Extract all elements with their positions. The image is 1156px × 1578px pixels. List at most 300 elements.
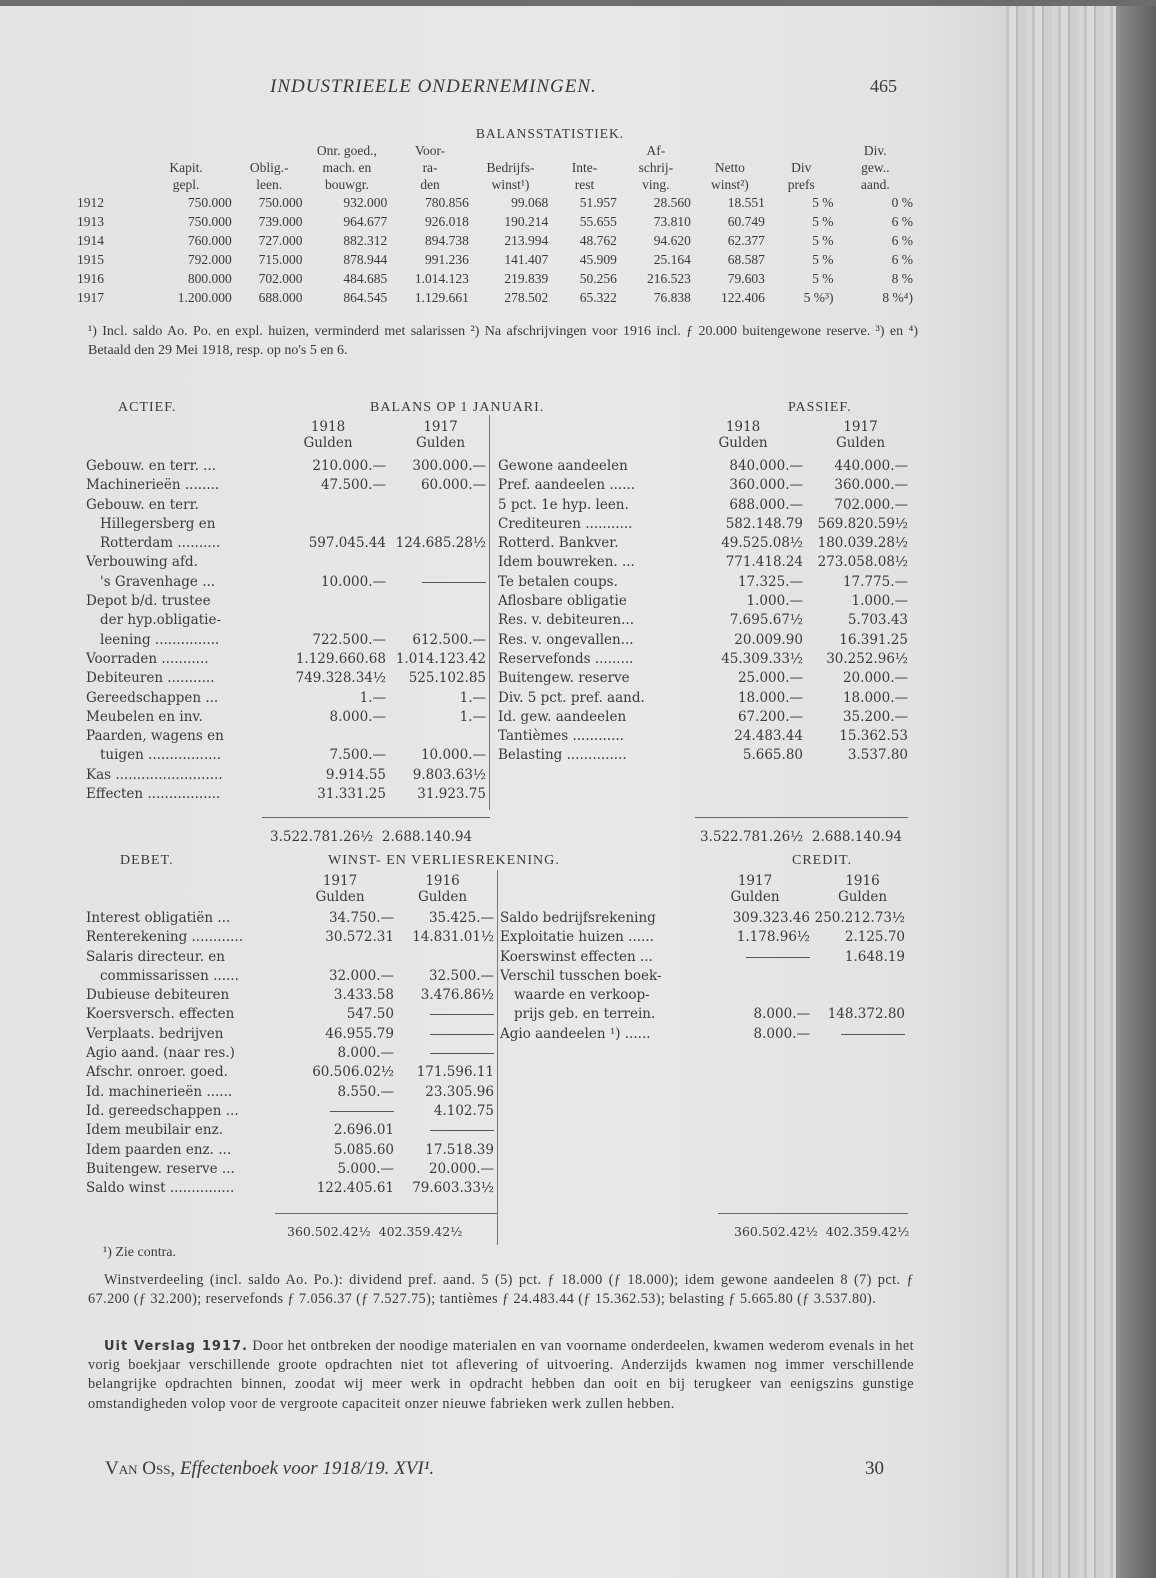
stat-cell: 6 % <box>891 214 913 229</box>
stat-cell: Netto <box>714 160 745 175</box>
ledger-label: Renterekening ............ <box>86 929 244 946</box>
ledger-label: Afschr. onroer. goed. <box>86 1064 228 1081</box>
stat-year-cell: 1916 <box>77 271 104 286</box>
stat-cell: ving. <box>642 177 670 192</box>
stat-cell: 894.738 <box>424 233 469 248</box>
ledger-value-current: 18.000.— <box>737 689 803 706</box>
stat-cell: Bedrijfs- <box>486 160 535 175</box>
ledger-row <box>86 497 486 516</box>
stat-cell: 750.000 <box>187 195 232 210</box>
ledger-row <box>86 987 494 1006</box>
stat-cell: schrij- <box>638 160 674 175</box>
credit-list <box>500 910 905 1045</box>
stat-cell: 1.129.661 <box>414 290 469 305</box>
verslag-paragraph <box>88 1337 914 1414</box>
stat-cell: 882.312 <box>343 233 388 248</box>
stat-cell: Div. <box>863 143 887 158</box>
stat-cell: 76.838 <box>653 290 691 305</box>
stat-cell: 991.236 <box>424 252 469 267</box>
stat-year-cell: 1917 <box>77 290 104 305</box>
balans-divider <box>489 415 490 810</box>
stat-cell: Oblig.- <box>249 160 289 175</box>
actief-totals: 3.522.781.26½ 2.688.140.94 <box>270 829 473 845</box>
balans-title: BALANS OP 1 JANUARI. <box>370 400 545 415</box>
ledger-label: Pref. aandeelen ...... <box>498 477 636 494</box>
ledger-value-current: 45.309.33½ <box>721 650 803 667</box>
ledger-label: Reservefonds ......... <box>498 650 634 667</box>
passief-totals: 3.522.781.26½ 2.688.140.94 <box>700 829 903 845</box>
stat-cell: 484.685 <box>343 271 388 286</box>
ledger-label: Div. 5 pct. pref. aand. <box>498 689 645 706</box>
stat-cell: Div <box>791 160 812 175</box>
stat-cell: mach. en <box>322 160 372 175</box>
stat-header-row <box>75 142 915 159</box>
ledger-value-current: 9.914.55 <box>325 766 386 783</box>
debet-list <box>86 910 494 1199</box>
unit-gulden: Gulden <box>417 889 468 905</box>
ledger-value-previous: 20.000.— <box>428 1160 494 1177</box>
statistiek-footnote: ¹) Incl. saldo Ao. Po. en expl. huizen, verminderd met salarissen ²) Na afschrijvingen voor 1916 incl. ƒ 20.000 buitengewone reserve. ³) en ⁴) Betaald den 29 Mei 1918, resp. op no's 5 en 6. <box>88 324 918 358</box>
ledger-row <box>498 458 908 477</box>
stat-cell: 964.677 <box>343 214 388 229</box>
ledger-label: Rotterdam .......... <box>100 535 221 552</box>
year-1916: 1916 <box>845 873 880 889</box>
ledger-label: 5 pct. 1e hyp. leen. <box>498 496 629 513</box>
unit-gulden: Gulden <box>718 435 768 451</box>
stat-cell: 702.000 <box>258 271 303 286</box>
ledger-value-previous: 525.102.85 <box>408 670 486 687</box>
ledger-label: Id. machinerieën ...... <box>86 1083 233 1100</box>
ledger-row <box>86 747 486 766</box>
stat-header-row <box>75 159 915 176</box>
stat-cell: aand. <box>860 177 890 192</box>
stat-cell: leen. <box>256 177 283 192</box>
credit-col-header <box>715 873 905 905</box>
stat-cell: 715.000 <box>258 252 303 267</box>
credit-totals: 360.502.42½ 402.359.42½ <box>734 1224 910 1239</box>
nil-dash <box>841 1034 905 1035</box>
ledger-label: Paarden, wagens en <box>86 728 224 745</box>
ledger-row <box>86 1064 494 1083</box>
verslag-lead: Uit Verslag 1917. <box>104 1339 248 1354</box>
ledger-value-previous: 17.518.39 <box>425 1141 494 1158</box>
ledger-value-previous: 702.000.— <box>834 496 908 513</box>
ledger-label: 's Gravenhage ... <box>100 573 216 590</box>
ledger-value-previous: 17.775.— <box>842 573 908 590</box>
ledger-value-current <box>715 949 810 965</box>
ledger-label: Verschil tusschen boek- <box>500 967 662 984</box>
ledger-value-current: 7.500.— <box>329 747 386 764</box>
actief-list <box>86 458 486 805</box>
stat-cell: 5 % <box>812 271 834 286</box>
ledger-label: der hyp.obligatie- <box>100 612 222 629</box>
ledger-row <box>86 574 486 593</box>
stat-cell: 18.551 <box>727 195 765 210</box>
stat-cell <box>471 142 550 159</box>
ledger-value-current: 8.000.— <box>753 1006 810 1023</box>
stat-cell <box>138 142 233 159</box>
ledger-value-previous: 4.102.75 <box>433 1102 494 1119</box>
ledger-value-current: 360.000.— <box>729 477 803 494</box>
winst-divider <box>497 870 498 1245</box>
ledger-value-previous: 3.537.80 <box>847 747 908 764</box>
ledger-label: prijs geb. en terrein. <box>514 1006 656 1023</box>
ledger-row <box>86 1161 494 1180</box>
balansstatistiek-table <box>75 126 915 307</box>
ledger-label: Gebouw. en terr. <box>86 496 199 513</box>
ledger-value-current: 8.000.— <box>337 1045 394 1062</box>
ledger-value-current: 17.325.— <box>737 573 803 590</box>
passief-col-header <box>703 419 903 451</box>
ledger-label: Gereedschappen ... <box>86 689 219 706</box>
stat-cell: 50.256 <box>579 271 617 286</box>
stat-cell: 1.014.123 <box>414 271 469 286</box>
ledger-label: Koerswinst effecten ... <box>500 948 653 965</box>
ledger-row <box>498 690 908 709</box>
ledger-value-previous: 2.125.70 <box>844 929 905 946</box>
ledger-value-current: 67.200.— <box>737 708 803 725</box>
ledger-label: Res. v. ongevallen... <box>498 631 634 648</box>
stat-data-row <box>75 288 915 307</box>
stat-cell: 62.377 <box>727 233 765 248</box>
winst-footnote: ¹) Zie contra. <box>103 1245 176 1260</box>
actief-total-rule <box>262 817 490 818</box>
nil-dash <box>430 1014 494 1015</box>
ledger-value-current: 582.148.79 <box>725 515 803 532</box>
stat-cell: den <box>420 177 440 192</box>
ledger-value-previous: 14.831.01½ <box>412 929 494 946</box>
stat-cell: 800.000 <box>187 271 232 286</box>
stat-cell: 0 % <box>891 195 913 210</box>
unit-gulden: Gulden <box>415 435 466 451</box>
ledger-value-previous <box>394 1045 494 1061</box>
stat-cell: 99.068 <box>511 195 549 210</box>
ledger-value-current: 49.525.08½ <box>721 535 803 552</box>
ledger-label: Rotterd. Bankver. <box>498 535 619 552</box>
ledger-value-current: 547.50 <box>346 1006 394 1023</box>
stat-cell <box>550 142 619 159</box>
stat-cell: 60.749 <box>727 214 765 229</box>
statistiek-grid <box>75 142 915 307</box>
ledger-row <box>86 1026 494 1045</box>
ledger-row <box>86 1122 494 1141</box>
ledger-value-current: 840.000.— <box>729 458 803 474</box>
ledger-value-previous: 20.000.— <box>842 670 908 687</box>
stat-cell: 278.502 <box>504 290 549 305</box>
stat-year-cell: 1914 <box>77 233 104 248</box>
stat-cell: 79.603 <box>727 271 765 286</box>
ledger-value-previous <box>810 1026 905 1042</box>
stat-cell: 864.545 <box>343 290 388 305</box>
stat-cell: 780.856 <box>424 195 469 210</box>
year-1917: 1917 <box>322 873 358 889</box>
ledger-value-current: 5.085.60 <box>333 1141 394 1158</box>
nil-dash <box>330 1111 394 1112</box>
ledger-value-current: 25.000.— <box>737 670 803 687</box>
ledger-value-current: 1.178.96½ <box>736 929 810 946</box>
ledger-row <box>498 670 908 689</box>
nil-dash <box>430 1034 494 1035</box>
ledger-label: Hillegersberg en <box>100 515 216 532</box>
ledger-value-previous: 360.000.— <box>834 477 908 494</box>
unit-gulden: Gulden <box>315 889 365 905</box>
stat-cell: gew.. <box>861 160 890 175</box>
ledger-label: Id. gew. aandeelen <box>498 708 627 725</box>
ledger-row <box>86 728 486 747</box>
stat-year-cell: 1913 <box>77 214 104 229</box>
ledger-row <box>86 949 494 968</box>
ledger-value-current: 8.000.— <box>753 1025 810 1042</box>
ledger-row <box>86 690 486 709</box>
verslag-text: Door het ontbreken der noodige materialen en van voorname onderdeelen, kwamen wederom evenals in het vorig boekjaar verschillende groote opdrachten niet tot aflevering of uitvoering. Anderzijds kwamen nog immer verschillende belangrijke opdrachten binnen, zoodat wij meer werk in opdracht hebben dan ooit en bij terugkeer van eenigszins gunstige omstandigheden volop voor de vergroote capaciteit onzer nieuwe fabrieken werk zullen hebben. <box>88 1338 914 1412</box>
ledger-label: Interest obligatiën ... <box>86 910 231 926</box>
stat-cell <box>693 142 767 159</box>
ledger-value-previous: 440.000.— <box>834 458 908 474</box>
ledger-label: Machinerieën ........ <box>86 477 220 494</box>
stat-data-row <box>75 212 915 231</box>
ledger-value-previous: 15.362.53 <box>839 728 908 745</box>
ledger-row <box>86 651 486 670</box>
ledger-label: Verbouwing afd. <box>86 554 198 571</box>
ledger-label: Idem paarden enz. ... <box>86 1141 232 1158</box>
ledger-label: Agio aandeelen ¹) ...... <box>500 1025 651 1042</box>
ledger-row <box>500 929 905 948</box>
ledger-value-previous: 23.305.96 <box>425 1083 494 1100</box>
ledger-value-current: 5.000.— <box>337 1160 394 1177</box>
ledger-value-previous: 3.476.86½ <box>420 987 494 1004</box>
ledger-row <box>498 632 908 651</box>
nil-dash <box>430 1053 494 1054</box>
ledger-value-previous: 18.000.— <box>842 689 908 706</box>
stat-cell: Inte- <box>571 160 598 175</box>
stat-cell: Onr. goed., <box>316 143 377 158</box>
page-number: 465 <box>870 76 897 96</box>
stat-cell: 28.560 <box>653 195 691 210</box>
stat-year-cell <box>75 176 138 193</box>
stat-year-cell <box>75 159 138 176</box>
stat-cell: 8 % <box>891 271 913 286</box>
stat-cell: 216.523 <box>647 271 691 286</box>
ledger-label: waarde en verkoop- <box>514 987 650 1004</box>
ledger-value-current: 20.009.90 <box>734 631 803 648</box>
passief-list <box>498 458 908 767</box>
ledger-value-previous: 180.039.28½ <box>817 535 908 552</box>
stat-header-row <box>75 176 915 193</box>
ledger-label: Tantièmes ............ <box>498 728 624 745</box>
ledger-row <box>498 593 908 612</box>
stat-cell: prefs <box>787 177 815 192</box>
footer-citation: Van Oss, Effectenboek voor 1918/19. XVI¹. <box>105 1458 435 1479</box>
passief-label: PASSIEF. <box>788 400 852 415</box>
ledger-value-current: 30.572.31 <box>325 929 394 946</box>
stat-cell: 932.000 <box>343 195 388 210</box>
stat-cell: winst¹) <box>491 177 530 192</box>
ledger-value-previous: 31.923.75 <box>417 786 486 803</box>
ledger-label: Effecten ................. <box>86 786 221 803</box>
stat-cell: 68.587 <box>727 252 765 267</box>
ledger-label: Te betalen coups. <box>498 573 618 590</box>
unit-gulden: Gulden <box>835 435 886 451</box>
ledger-row <box>498 651 908 670</box>
stat-cell: 6 % <box>891 252 913 267</box>
stat-data-row <box>75 193 915 212</box>
unit-gulden: Gulden <box>837 889 888 905</box>
ledger-value-current: 32.000.— <box>328 967 394 984</box>
stat-cell: Af- <box>646 143 666 158</box>
stat-cell: Kapit. <box>169 160 203 175</box>
stat-cell: 219.839 <box>504 271 549 286</box>
stat-cell: 878.944 <box>343 252 388 267</box>
stat-cell: 65.322 <box>579 290 617 305</box>
ledger-value-current: 2.696.01 <box>333 1122 394 1139</box>
ledger-label: Agio aand. (naar res.) <box>86 1045 235 1062</box>
ledger-row <box>498 747 908 766</box>
ledger-row <box>86 632 486 651</box>
stat-data-row <box>75 231 915 250</box>
ledger-label: Idem bouwreken. ... <box>498 554 635 571</box>
stat-cell: 48.762 <box>579 233 617 248</box>
stat-cell: 792.000 <box>187 252 232 267</box>
ledger-value-current: 771.418.24 <box>725 554 803 571</box>
year-1916: 1916 <box>425 873 460 889</box>
ledger-value-current: 210.000.— <box>312 458 386 474</box>
ledger-row <box>498 535 908 554</box>
ledger-label: Exploitatie huizen ...... <box>500 929 654 946</box>
ledger-value-current: 1.— <box>359 689 386 706</box>
ledger-row <box>498 709 908 728</box>
ledger-row <box>86 767 486 786</box>
ledger-value-current: 31.331.25 <box>317 786 386 803</box>
winst-title: WINST- EN VERLIESREKENING. <box>328 853 560 868</box>
ledger-label: Voorraden ........... <box>86 650 209 667</box>
stat-cell: 727.000 <box>258 233 303 248</box>
ledger-row <box>86 593 486 612</box>
ledger-value-current: 5.665.80 <box>742 747 803 764</box>
stat-cell: 141.407 <box>504 252 549 267</box>
year-1917: 1917 <box>423 419 458 435</box>
ledger-row <box>86 709 486 728</box>
stat-cell: 55.655 <box>579 214 617 229</box>
ledger-value-previous: 16.391.25 <box>839 631 908 648</box>
debet-totals: 360.502.42½ 402.359.42½ <box>287 1224 463 1239</box>
ledger-value-previous: 1.— <box>459 689 486 706</box>
ledger-label: Gebouw. en terr. ... <box>86 458 217 474</box>
stat-cell: ra- <box>422 160 438 175</box>
ledger-row <box>86 1103 494 1122</box>
year-1917: 1917 <box>843 419 878 435</box>
credit-total-rule <box>718 1213 908 1214</box>
ledger-row <box>86 554 486 573</box>
ledger-label: tuigen ................. <box>100 747 222 764</box>
year-1917: 1917 <box>737 873 773 889</box>
ledger-row <box>500 968 905 987</box>
ledger-value-current: 60.506.02½ <box>312 1064 394 1081</box>
ledger-value-previous: 35.200.— <box>842 708 908 725</box>
ledger-row <box>86 1045 494 1064</box>
ledger-row <box>500 949 905 968</box>
ledger-value-previous <box>394 1006 494 1022</box>
balansstatistiek-title: BALANSSTATISTIEK. <box>475 126 625 141</box>
ledger-value-previous: 1.648.19 <box>844 948 905 965</box>
stat-cell <box>767 142 836 159</box>
ledger-row <box>86 612 486 631</box>
ledger-value-previous: 171.596.11 <box>416 1064 494 1081</box>
stat-cell: Voor- <box>414 143 446 158</box>
ledger-row <box>498 612 908 631</box>
stat-cell: 8 %⁴) <box>882 290 913 305</box>
stat-year-cell <box>75 142 138 159</box>
debet-col-header <box>300 873 485 905</box>
ledger-label: Id. gereedschappen ... <box>86 1102 239 1119</box>
ledger-value-previous: 30.252.96½ <box>826 650 908 667</box>
ledger-row <box>86 1180 494 1199</box>
stat-cell: 94.620 <box>653 233 691 248</box>
stat-cell: winst²) <box>710 177 749 192</box>
ledger-label: Dubieuse debiteuren <box>86 987 230 1004</box>
ledger-row <box>498 497 908 516</box>
ledger-value-previous: 5.703.43 <box>847 612 908 629</box>
debet-total-rule <box>275 1213 497 1214</box>
ledger-label: Belasting .............. <box>498 747 627 764</box>
ledger-value-current: 309.323.46 <box>732 910 810 926</box>
stat-cell: 5 %³) <box>803 290 834 305</box>
stat-data-row <box>75 250 915 269</box>
ledger-label: Koersversch. effecten <box>86 1006 235 1023</box>
ledger-label: leening ............... <box>100 631 220 648</box>
unit-gulden: Gulden <box>730 889 780 905</box>
ledger-label: Crediteuren ........... <box>498 515 633 532</box>
ledger-label: Buitengew. reserve <box>498 670 630 687</box>
ledger-value-previous <box>386 574 486 590</box>
ledger-label: Kas ......................... <box>86 766 223 783</box>
ledger-row <box>498 728 908 747</box>
ledger-row <box>498 554 908 573</box>
stat-cell: 6 % <box>891 233 913 248</box>
ledger-value-previous: 569.820.59½ <box>817 515 908 532</box>
stat-cell: gepl. <box>172 177 200 192</box>
credit-label: CREDIT. <box>792 853 853 868</box>
ledger-row <box>86 477 486 496</box>
ledger-row <box>498 516 908 535</box>
stat-cell: 760.000 <box>187 233 232 248</box>
stat-year-cell: 1915 <box>77 252 104 267</box>
ledger-value-previous: 32.500.— <box>428 967 494 984</box>
stat-cell: rest <box>574 177 595 192</box>
ledger-label: Saldo bedrijfsrekening <box>500 910 656 926</box>
ledger-value-current: 47.500.— <box>320 477 386 494</box>
ledger-row <box>500 1006 905 1025</box>
ledger-value-current: 8.000.— <box>329 708 386 725</box>
ledger-row <box>86 910 494 929</box>
actief-label: ACTIEF. <box>118 400 177 415</box>
ledger-row <box>500 1026 905 1045</box>
ledger-label: Aflosbare obligatie <box>498 593 627 610</box>
winstverdeeling-paragraph: Winstverdeeling (incl. saldo Ao. Po.): dividend pref. aand. 5 (5) pct. ƒ 18.000 (ƒ 18.000); idem gewone aandeelen 8 (7) pct. ƒ 67.200 (ƒ 32.200); reservefonds ƒ 7.056.37 (ƒ 7.527.75); tantièmes ƒ 24.483.44 (ƒ 15.362.53); belasting ƒ 5.665.80 (ƒ 3.537.80). <box>88 1272 914 1308</box>
ledger-value-current <box>299 1103 394 1119</box>
ledger-label: commissarissen ...... <box>100 967 239 984</box>
ledger-value-previous: 273.058.08½ <box>817 554 908 571</box>
ledger-value-current: 688.000.— <box>729 496 803 513</box>
ledger-label: Verplaats. bedrijven <box>86 1025 224 1042</box>
ledger-value-previous: 1.— <box>459 708 486 725</box>
ledger-label: Res. v. debiteuren... <box>498 612 634 629</box>
ledger-value-current: 122.405.61 <box>316 1180 394 1197</box>
ledger-value-previous: 10.000.— <box>420 747 486 764</box>
stat-cell: 926.018 <box>424 214 469 229</box>
stat-cell: bouwgr. <box>324 177 369 192</box>
ledger-label: Buitengew. reserve ... <box>86 1160 235 1177</box>
stat-cell: 45.909 <box>579 252 617 267</box>
